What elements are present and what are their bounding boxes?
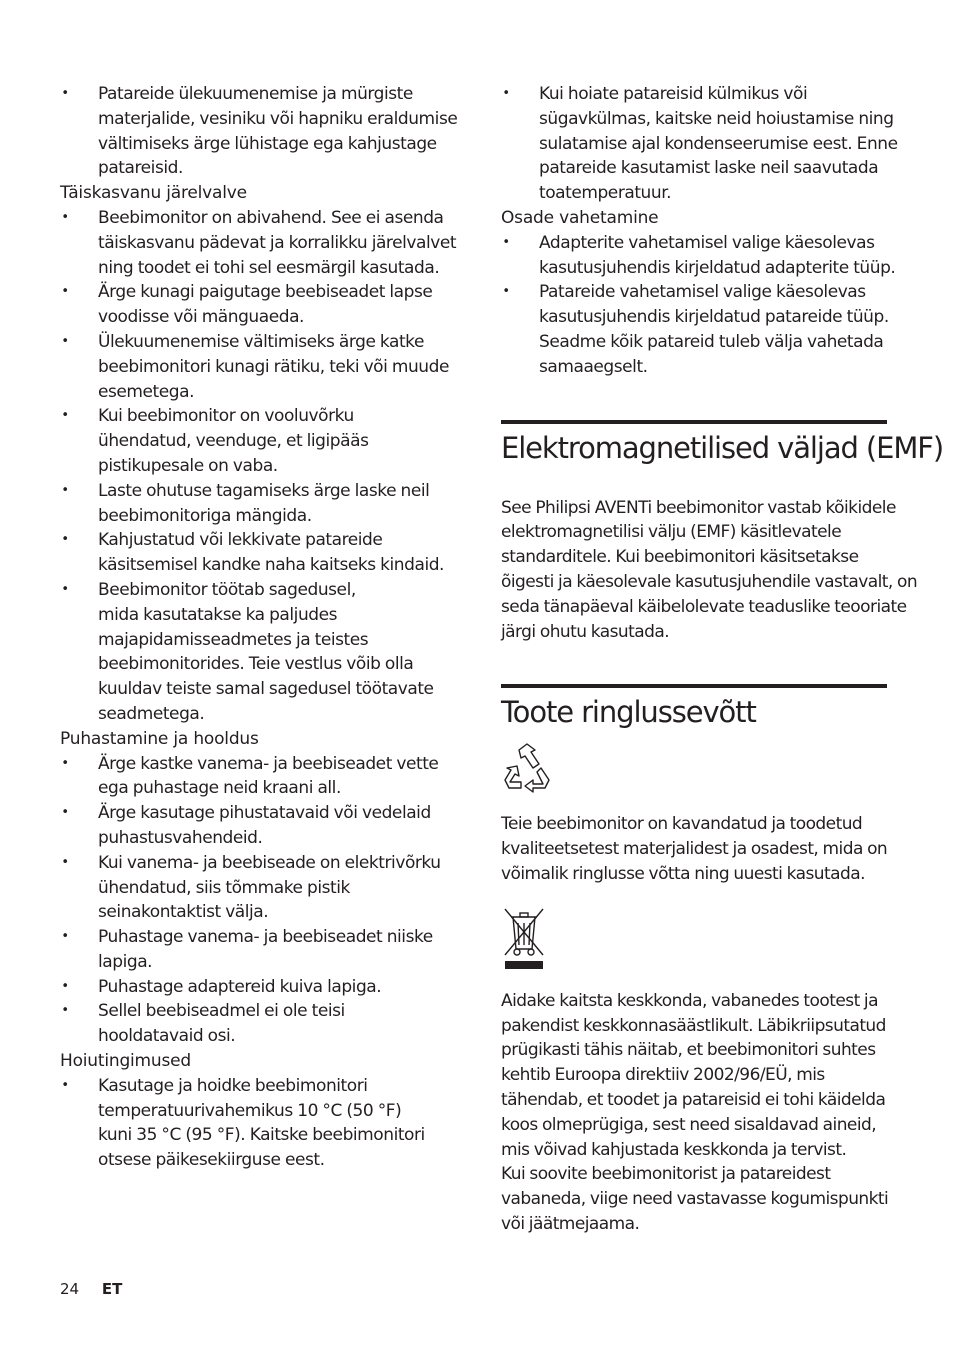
storage-heading: Hoiutingimused [60,1051,192,1072]
list-item: • Puhastage adaptereid kuiva lapiga. [61,976,382,997]
replacement-heading: Osade vahetamine [501,207,659,228]
section-divider [501,684,887,688]
left-column [60,82,458,1173]
recycle-icon [501,742,887,798]
list-item: • Sellel beebiseadmel ei ole teisi hooldatavaid osi. [61,1001,345,1047]
list-item: • Ärge kasutage pihustatavaid või vedelaid puhastusvahendeid. [61,803,431,848]
recycling-section [501,684,887,1236]
recycling-paragraph-1: Teie beebimonitor on kavandatud ja toodetud kvaliteetsetest materjalidest ja osadest, mida on võimalik ringlusse võtta ning uuesti kasutada. [501,814,888,884]
list-item: • Beebimonitor on abivahend. See ei asenda täiskasvanu pädevat ja korralikku järelvalvet ning toodet ei tohi sel eesmärgil kasutada. [61,207,457,278]
list-item: • Kasutage ja hoidke beebimonitori temperatuurivahemikus 10 °C (50 °F) kuni 35 °C (95 °F). Kaitske beebimonitori otsese päikesekiirguse eest. [61,1075,425,1171]
battery-storage-list [501,82,898,206]
cleaning-heading: Puhastamine ja hooldus [60,728,259,749]
crossed-out-bin-icon [501,905,887,975]
adult-supervision-heading: Täiskasvanu järelvalve [60,183,247,204]
list-item: • Laste ohutuse tagamiseks ärge laske neil beebimonitoriga mängida. [61,480,430,526]
cleaning-list [60,752,452,1050]
adult-supervision-list [60,206,457,727]
section-divider [501,420,887,424]
right-column [501,82,944,1237]
battery-intro-list [60,82,458,181]
emf-title: Elektromagnetilised väljad (EMF) [501,430,944,465]
emf-section [501,420,944,645]
list-item: • Patareide vahetamisel valige käesolevas kasutusjuhendis kirjeldatud patareide tüüp. Seadme kõik patareid tuleb välja vahetada samaaegselt. [502,282,889,377]
list-item: • Kui hoiate patareisid külmikus või sügavkülmas, kaitske neid hoiustamise ning sulatamise ajal kondenseerumise eest. Enne patareide kasutamist laske neil saavutada toatemperatuur. [502,84,898,204]
list-item: • Ärge kastke vanema- ja beebiseadet vette ega puhastage neid kraani all. [61,753,439,799]
page-number: 24 [60,1280,80,1298]
language-code: ET [101,1280,123,1298]
page-footer [60,1280,122,1298]
list-item: • Ärge kunagi paigutage beebiseadet lapse voodisse või mänguaeda. [61,282,433,328]
list-item: • Patareide ülekuumenemise ja mürgiste materjalide, vesiniku või hapniku eraldumise vältimiseks ärge lühistage ega kahjustage patareisid. [61,84,458,179]
list-item: • Kui vanema- ja beebiseade on elektrivõrku ühendatud, siis tõmmake pistik seinakontaktist välja. [61,852,441,923]
storage-list [60,1074,452,1173]
recycling-paragraph-2: Aidake kaitsta keskkonda, vabanedes tootest ja pakendist keskkonnasäästlikult. Läbikriipsutatud prügikasti tähis näitab, et beebimonitori suhtes kehtib Euroopa direktiiv 2002/96/EÜ, mis tähendab, et toodet ja patareisid ei tohi käidelda koos olmeprügiga, sest need sisaldavad aineid, mis võivad kahjustada keskkonda ja tervist. Kui soovite beebimonitorist ja patareidest vabaneda, viige need vastavasse kogumispunkti või jäätmejaama. [501,990,889,1234]
list-item: • Ülekuumenemise vältimiseks ärge katke beebimonitori kunagi rätiku, teki või muude esemetega. [61,331,449,402]
recycling-title: Toote ringlussevõtt [501,695,756,730]
list-item: • Kui beebimonitor on vooluvõrku ühendatud, veenduge, et ligipääs pistikupesale on vaba. [61,406,369,476]
list-item: • Kahjustatud või lekkivate patareide käsitsemisel kandke naha kaitseks kindaid. [61,530,445,576]
list-item: • Beebimonitor töötab sagedusel, mida kasutatakse ka paljudes majapidamisseadmetes ja teistes beebimonitorides. Teie vestlus võib olla kuuldav teiste samal sagedusel töötavate seadmetega. [61,579,434,724]
list-item: • Puhastage vanema- ja beebiseadet niiske lapiga. [61,927,433,972]
emf-paragraph: See Philipsi AVENTi beebimonitor vastab kõikidele elektromagnetilisi välju (EMF) käsitlevatele standarditele. Kui beebimonitori käsitsetakse õigesti ja käesolevale kasutusjuhendile vastavalt, on seda tänapäeval käibelolevate teaduslike teooriate järgi ohutu kasutada. [501,497,918,642]
replacement-list [501,231,896,380]
list-item: • Adapterite vahetamisel valige käesolevas kasutusjuhendis kirjeldatud adapterite tüüp. [502,232,896,278]
